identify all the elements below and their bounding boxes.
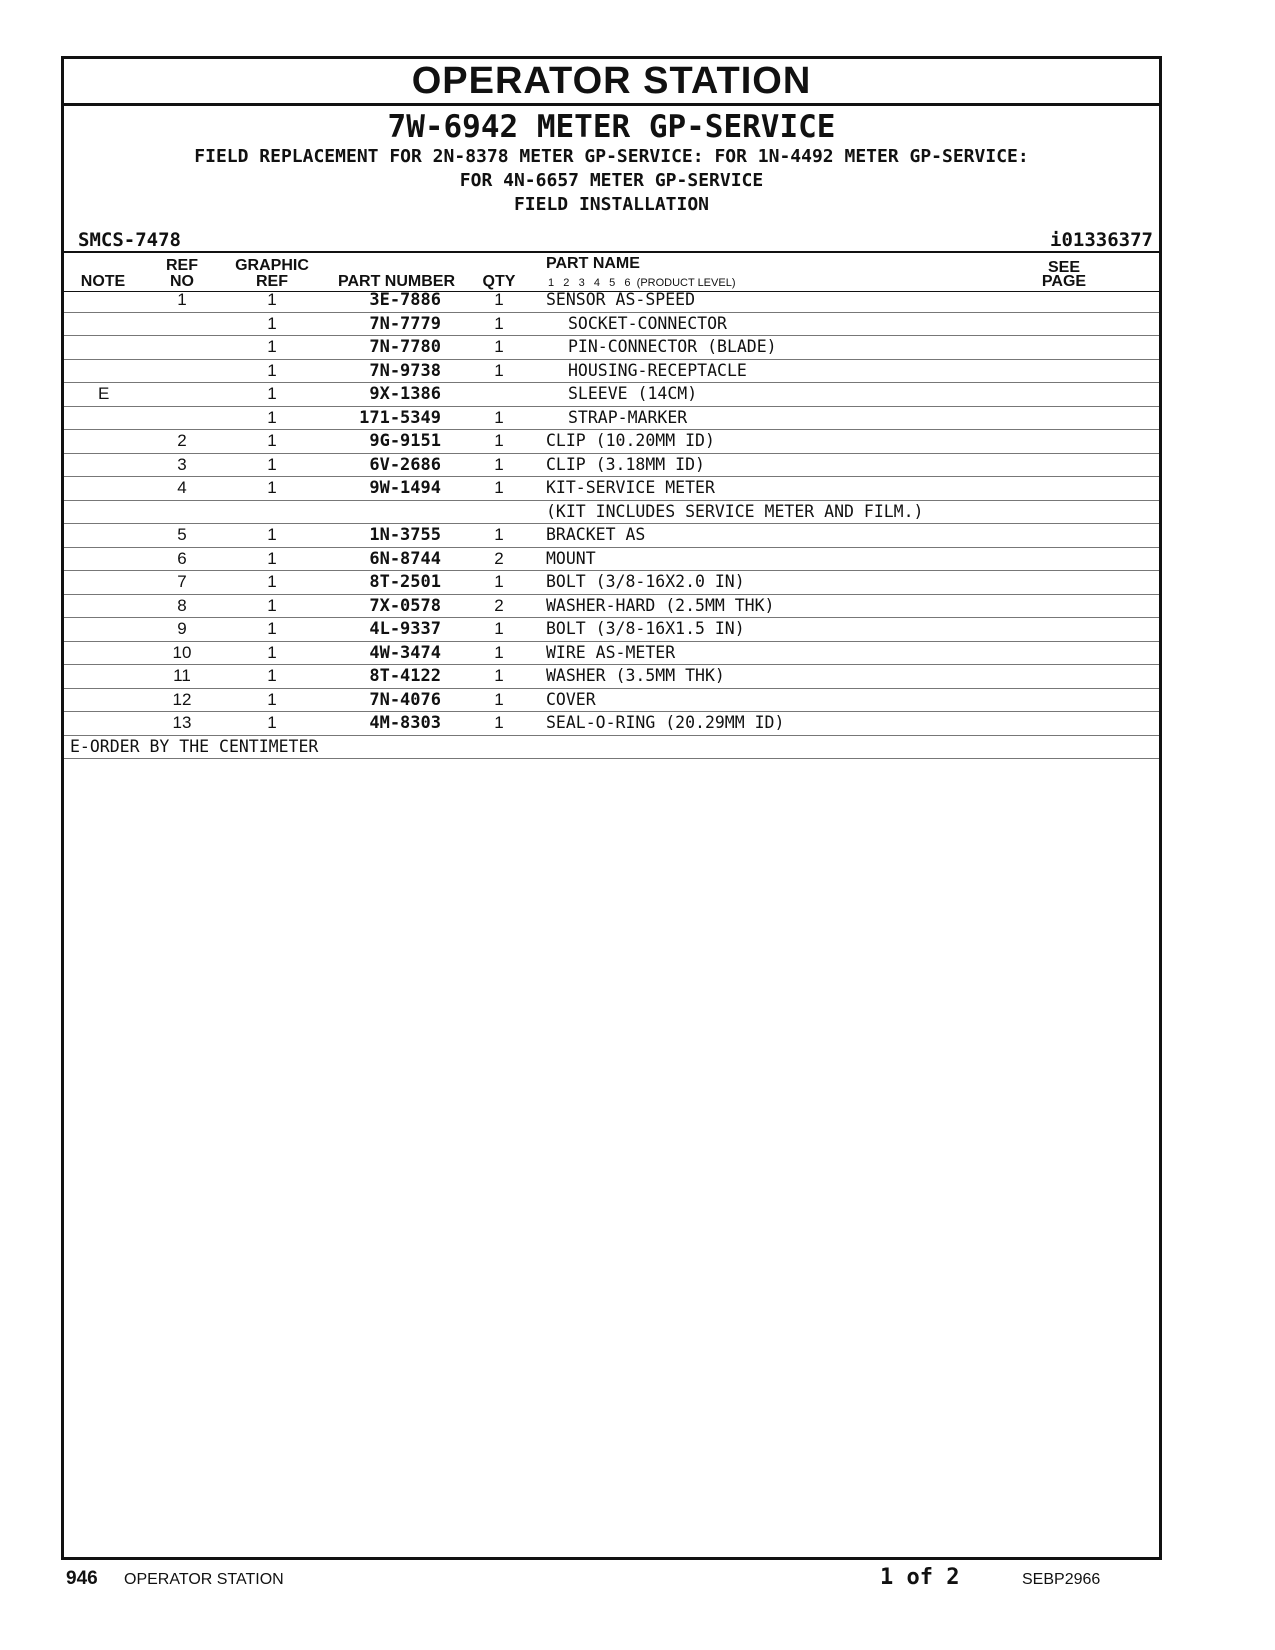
row-graphic-ref: 1 [267, 689, 277, 709]
row-part-name: BOLT (3/8-16X2.0 IN) [546, 572, 745, 591]
row-graphic-ref: 1 [267, 454, 277, 474]
row-part-number: 1N-3755 [369, 525, 441, 545]
row-graphic-ref: 1 [267, 431, 277, 450]
row-qty: 1 [494, 454, 504, 474]
table-row [64, 712, 1159, 736]
table-row [64, 289, 1159, 313]
smcs-code: SMCS-7478 [78, 229, 181, 251]
group-title: 7W-6942 METER GP-SERVICE [387, 109, 836, 145]
row-qty: 1 [494, 478, 504, 497]
row-ref-no: 12 [172, 689, 192, 709]
table-row [64, 571, 1159, 595]
row-ref-no: 1 [177, 290, 187, 309]
row-part-number: 7X-0578 [369, 595, 441, 616]
row-qty: 1 [494, 337, 504, 356]
row-qty: 2 [494, 548, 504, 568]
row-ref-no: 8 [177, 595, 187, 615]
row-part-number: 9X-1386 [369, 384, 441, 404]
row-qty: 1 [494, 407, 504, 427]
row-ref-no: 5 [177, 525, 187, 544]
row-part-number: 3E-7886 [369, 290, 441, 310]
header-top-rule [64, 251, 1159, 253]
row-qty: 1 [494, 619, 504, 638]
row-part-name: KIT-SERVICE METER [546, 478, 715, 497]
description-line-1: FIELD REPLACEMENT FOR 2N-8378 METER GP-SERVICE: FOR 1N-4492 METER GP-SERVICE: [194, 146, 1029, 167]
table-row [64, 430, 1159, 454]
illustration-id: i01336377 [1050, 229, 1153, 251]
footer-publication: SEBP2966 [1022, 1571, 1101, 1588]
row-qty: 1 [494, 689, 504, 709]
description-line-3: FIELD INSTALLATION [513, 194, 710, 215]
table-row [64, 689, 1159, 713]
header-see-page-line2: PAGE [1041, 273, 1087, 290]
header-see-page-line1: SEE [1047, 259, 1080, 276]
row-part-name: HOUSING-RECEPTACLE [568, 360, 747, 380]
table-row [64, 524, 1159, 548]
row-part-number: 8T-2501 [369, 572, 441, 592]
row-part-name: SLEEVE (14CM) [568, 384, 698, 403]
row-qty: 1 [494, 431, 504, 450]
row-ref-no: 7 [177, 572, 187, 591]
row-qty: 1 [494, 642, 504, 662]
row-part-name: WASHER-HARD (2.5MM THK) [546, 595, 775, 615]
row-graphic-ref: 1 [267, 478, 277, 497]
row-ref-no: 10 [172, 642, 192, 662]
row-graphic-ref: 1 [267, 313, 277, 333]
header-product-level: 1 2 3 4 5 6 (PRODUCT LEVEL) [548, 277, 736, 289]
parts-table [64, 289, 1159, 759]
row-note: E [98, 384, 110, 403]
row-part-name: BRACKET AS [546, 525, 646, 544]
header-qty: QTY [482, 273, 516, 290]
row-qty: 1 [494, 525, 504, 544]
page-frame [61, 56, 1162, 1560]
table-row [64, 454, 1159, 478]
row-part-number: 4M-8303 [369, 713, 441, 733]
row-graphic-ref: 1 [267, 548, 277, 568]
table-row [64, 548, 1159, 572]
row-part-number: 8T-4122 [369, 666, 441, 686]
table-row [64, 477, 1159, 501]
row-graphic-ref: 1 [267, 713, 277, 732]
row-ref-no: 13 [172, 713, 192, 732]
row-graphic-ref: 1 [267, 360, 277, 380]
row-graphic-ref: 1 [267, 572, 277, 591]
header-graphic-ref-line1: GRAPHIC [235, 257, 309, 274]
header-graphic-ref-line2: REF [256, 273, 288, 290]
row-qty: 1 [494, 666, 504, 685]
row-part-name: SEAL-O-RING (20.29MM ID) [546, 713, 785, 732]
row-qty: 1 [494, 360, 504, 380]
row-part-number: 9G-9151 [369, 431, 441, 451]
row-graphic-ref: 1 [267, 337, 277, 356]
row-part-name: WASHER (3.5MM THK) [546, 666, 725, 685]
table-row [64, 336, 1159, 360]
row-part-number: 6V-2686 [369, 454, 441, 475]
row-part-name: MOUNT [546, 548, 596, 568]
table-row [64, 313, 1159, 337]
section-title: OPERATOR STATION [64, 59, 1159, 106]
header-note: NOTE [80, 273, 126, 290]
table-row [64, 407, 1159, 431]
row-part-name: (KIT INCLUDES SERVICE METER AND FILM.) [546, 501, 924, 521]
row-part-number: 9W-1494 [369, 478, 441, 498]
row-part-number: 7N-7780 [369, 337, 441, 357]
footer-sheet: 1 of 2 [880, 1565, 960, 1590]
row-part-number: 7N-4076 [369, 689, 441, 710]
row-part-number: 7N-7779 [369, 313, 441, 334]
footer-section: OPERATOR STATION [124, 1571, 284, 1588]
footer-page-number: 946 [66, 1568, 98, 1589]
row-part-name: STRAP-MARKER [568, 407, 688, 427]
row-ref-no: 2 [177, 431, 187, 450]
row-part-number: 4L-9337 [369, 619, 441, 639]
header-ref-no-line2: NO [170, 273, 194, 290]
row-part-number: 7N-9738 [369, 360, 441, 381]
row-part-name: PIN-CONNECTOR (BLADE) [568, 337, 777, 356]
row-part-name: WIRE AS-METER [546, 642, 676, 662]
row-part-name: CLIP (10.20MM ID) [546, 431, 715, 450]
row-part-name: SOCKET-CONNECTOR [568, 313, 727, 333]
header-part-name: PART NAME [546, 255, 640, 272]
table-row [64, 642, 1159, 666]
row-graphic-ref: 1 [267, 642, 277, 662]
header-ref-no-line1: REF [166, 257, 198, 274]
row-part-number: 171-5349 [359, 407, 441, 428]
row-graphic-ref: 1 [267, 595, 277, 615]
table-row [64, 618, 1159, 642]
row-ref-no: 4 [177, 478, 187, 497]
table-row [64, 501, 1159, 525]
row-ref-no: 9 [177, 619, 187, 638]
row-graphic-ref: 1 [267, 619, 277, 638]
row-ref-no: 11 [173, 666, 191, 685]
table-row [64, 665, 1159, 689]
row-qty: 1 [494, 313, 504, 333]
row-graphic-ref: 1 [267, 666, 277, 685]
row-part-number: 4W-3474 [369, 642, 441, 663]
table-row [64, 383, 1159, 407]
row-graphic-ref: 1 [267, 290, 277, 309]
row-part-name: SENSOR AS-SPEED [546, 290, 696, 309]
row-qty: 1 [494, 572, 504, 591]
row-part-name: COVER [546, 689, 596, 709]
row-graphic-ref: 1 [267, 525, 277, 544]
description-line-2: FOR 4N-6657 METER GP-SERVICE [459, 170, 764, 191]
row-ref-no: 3 [177, 454, 187, 474]
row-qty: 1 [494, 290, 504, 309]
row-part-name: BOLT (3/8-16X1.5 IN) [546, 619, 745, 638]
header-part-number: PART NUMBER [337, 273, 455, 290]
row-graphic-ref: 1 [267, 407, 277, 427]
table-row [64, 595, 1159, 619]
row-qty: 1 [494, 713, 504, 732]
footnote: E-ORDER BY THE CENTIMETER [64, 736, 1159, 760]
row-ref-no: 6 [177, 548, 187, 568]
row-graphic-ref: 1 [267, 384, 277, 403]
row-part-number: 6N-8744 [369, 548, 441, 569]
row-part-name: CLIP (3.18MM ID) [546, 454, 705, 474]
table-row [64, 360, 1159, 384]
row-qty: 2 [494, 595, 504, 615]
